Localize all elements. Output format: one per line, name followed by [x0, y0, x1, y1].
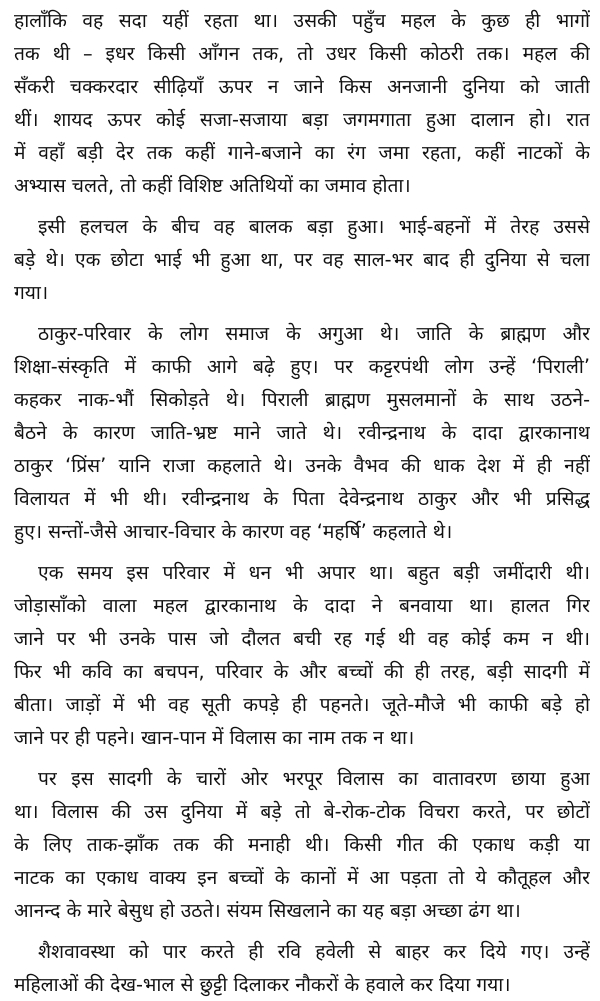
- text-line: बड़े थे। एक छोटा भाई भी हुआ था, पर वह साल-भर बाद ही दुनिया से चला: [14, 248, 590, 271]
- text-line: शिक्षा-संस्कृति में काफी आगे बढ़े हुए। पर कट्टरपंथी लोग उन्हें ‘पिराली’: [14, 355, 590, 378]
- text-line: ठाकुर-परिवार के लोग समाज के अगुआ थे। जाति के ब्राह्मण और: [38, 322, 590, 345]
- text-line: अभ्यास चलते, तो कहीं विशिष्ट अतिथियों का जमाव होता।: [14, 174, 411, 197]
- text-line: था। विलास की उस दुनिया में बड़े तो बे-रोक-टोक विचरा करते, पर छोटों: [14, 800, 590, 823]
- text-line: हुए। सन्तों-जैसे आचार-विचार के कारण वह ‘महर्षि’ कहलाते थे।: [14, 520, 453, 543]
- text-line: इसी हलचल के बीच वह बालक बड़ा हुआ। भाई-बहनों में तेरह उससे: [38, 215, 590, 238]
- text-line: एक समय इस परिवार में धन भी अपार था। बहुत बड़ी जमींदारी थी।: [38, 561, 590, 584]
- text-line: पर इस सादगी के चारों ओर भरपूर विलास का वातावरण छाया हुआ: [38, 767, 590, 790]
- paragraph-5: [14, 762, 590, 927]
- text-line: बैठने के कारण जाति-भ्रष्ट माने जाते थे। रवीन्द्रनाथ के दादा द्वारकानाथ: [14, 421, 590, 444]
- text-line: जोड़ासाँको वाला महल द्वारकानाथ के दादा ने बनवाया था। हालत गिर: [14, 594, 590, 617]
- paragraph-4: [14, 556, 590, 754]
- text-line: फिर भी कवि का बचपन, परिवार के और बच्चों की ही तरह, बड़ी सादगी में: [14, 660, 590, 683]
- paragraph-3: [14, 317, 590, 548]
- text-line: जाने पर भी उनके पास जो दौलत बची रह गई थी वह कोई कम न थी।: [14, 627, 590, 650]
- text-line: सँकरी चक्करदार सीढ़ियाँ ऊपर न जाने किस अनजानी दुनिया को जाती: [14, 75, 590, 98]
- text-line: हालाँकि वह सदा यहीं रहता था। उसकी पहुँच महल के कुछ ही भागों: [14, 9, 590, 32]
- text-line: में वहाँ बड़ी देर तक कहीं गाने-बजाने का रंग जमा रहता, कहीं नाटकों के: [14, 141, 590, 164]
- paragraph-6: [14, 935, 590, 1001]
- text-line: ठाकुर ‘प्रिंस’ यानि राजा कहलाते थे। उनके वैभव की धाक देश में ही नहीं: [14, 454, 590, 477]
- text-line: तक थी – इधर किसी आँगन तक, तो उधर किसी कोठरी तक। महल की: [14, 42, 590, 65]
- text-line: बीता। जाड़ों में भी वह सूती कपड़े ही पहनते। जूते-मौजे भी काफी बड़े हो: [14, 693, 590, 716]
- text-line: नाटक का एकाध वाक्य इन बच्चों के कानों में आ पड़ता तो ये कौतूहल और: [14, 866, 590, 889]
- text-line: आनन्द के मारे बेसुध हो उठते। संयम सिखलाने का यह बड़ा अच्छा ढंग था।: [14, 899, 521, 922]
- text-line: गया।: [14, 281, 49, 304]
- text-line: के लिए ताक-झाँक तक की मनाही थी। किसी गीत की एकाध कड़ी या: [14, 833, 590, 856]
- text-line: थीं। शायद ऊपर कोई सजा-सजाया बड़ा जगमगाता हुआ दालान हो। रात: [14, 108, 590, 131]
- text-line: शैशवावस्था को पार करते ही रवि हवेली से बाहर कर दिये गए। उन्हें: [38, 940, 590, 963]
- text-line: महिलाओं की देख-भाल से छुट्टी दिलाकर नौकरों के हवाले कर दिया गया।: [14, 973, 511, 996]
- text-line: जाने पर ही पहने। खान-पान में विलास का नाम तक न था।: [14, 726, 415, 749]
- text-line: कहकर नाक-भौं सिकोड़ते थे। पिराली ब्राह्मण मुसलमानों के साथ उठने-: [14, 388, 590, 411]
- text-line: विलायत में भी थी। रवीन्द्रनाथ के पिता देवेन्द्रनाथ ठाकुर और भी प्रसिद्ध: [14, 487, 590, 510]
- paragraph-2: [14, 210, 590, 309]
- paragraph-1: [14, 4, 590, 202]
